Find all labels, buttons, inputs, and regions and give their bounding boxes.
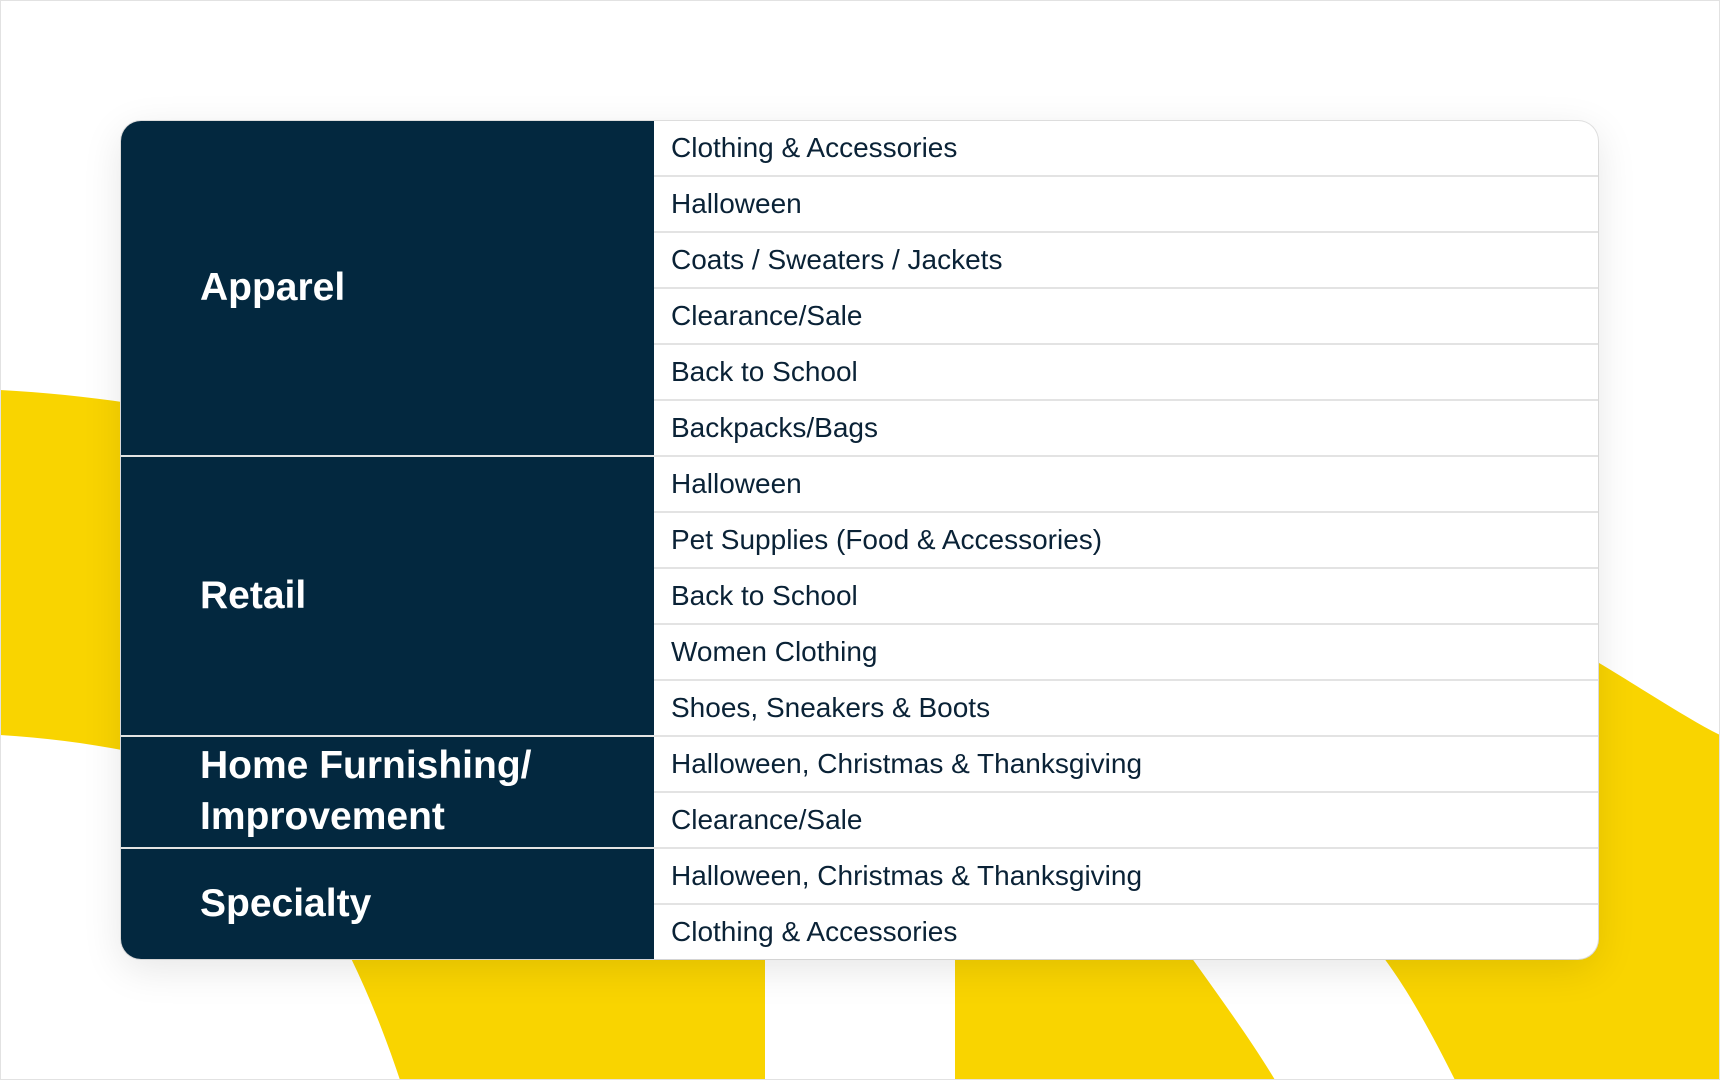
category-items: [654, 737, 1598, 847]
category-label-cell: [121, 737, 654, 847]
table-row: Halloween, Christmas & Thanksgiving: [671, 748, 1143, 779]
table-row: Clothing & Accessories: [654, 903, 1598, 959]
category-label: Retail: [200, 573, 307, 617]
category-group: [121, 455, 1598, 735]
category-label: Specialty: [200, 881, 372, 925]
category-group: [121, 735, 1598, 847]
table-row: Clothing & Accessories: [671, 132, 958, 163]
category-items: [654, 121, 1598, 455]
table-row: Back to School: [654, 343, 1598, 399]
category-label: Apparel: [200, 265, 346, 309]
table-row: Clearance/Sale: [654, 791, 1598, 847]
table-row: Halloween, Christmas & Thanksgiving: [671, 860, 1143, 891]
category-items: [654, 849, 1598, 959]
table-row: Shoes, Sneakers & Boots: [654, 679, 1598, 735]
table-row: Halloween: [654, 175, 1598, 231]
category-label-cell: [121, 457, 654, 735]
category-group: [121, 121, 1598, 455]
table-row: Women Clothing: [654, 623, 1598, 679]
table-row: Pet Supplies (Food & Accessories): [654, 511, 1598, 567]
category-items: [654, 457, 1598, 735]
table-row: Halloween: [671, 468, 802, 499]
category-label: Home Furnishing/ Improvement: [200, 744, 532, 838]
table-row: Back to School: [654, 567, 1598, 623]
category-table: [121, 121, 1598, 959]
table-row: Coats / Sweaters / Jackets: [654, 231, 1598, 287]
table-row: Backpacks/Bags: [654, 399, 1598, 455]
table-row: Clearance/Sale: [654, 287, 1598, 343]
category-group: [121, 847, 1598, 959]
category-label-cell: [121, 849, 654, 959]
category-label-cell: [121, 121, 654, 455]
